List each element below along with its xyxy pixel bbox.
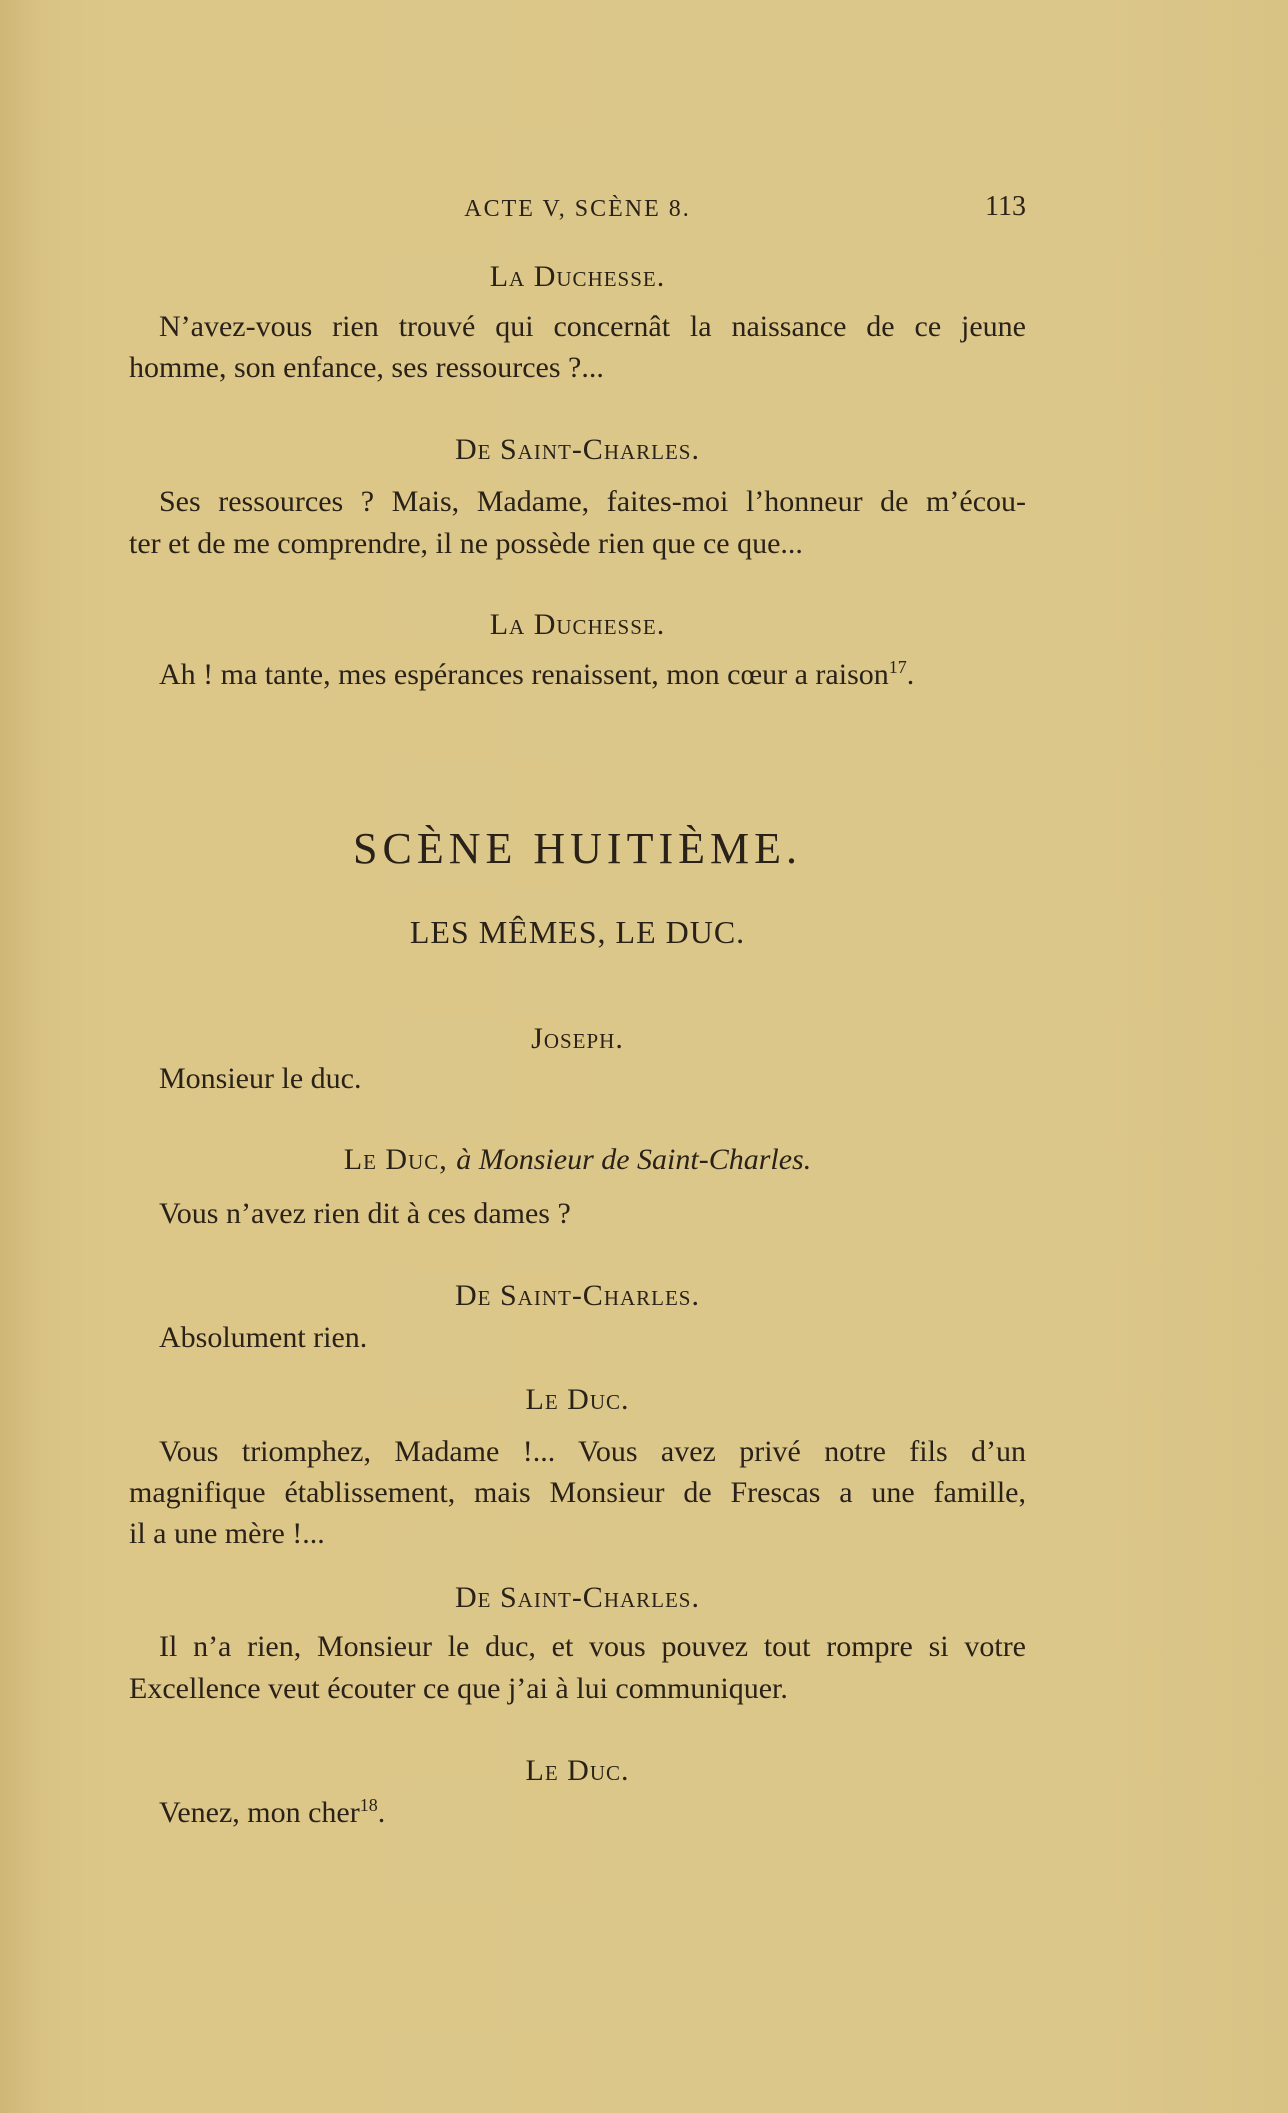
speaker: De Saint-Charles. [454,1581,700,1614]
running-header: ACTE V, SCÈNE 8. [464,196,691,222]
dialogue-line: Vous n’avez rien dit à ces dames ? [159,1197,571,1230]
dialogue-line: Vous triomphez, Madame !... Vous avez privé notre fils d’un [159,1435,1026,1468]
speaker: La Duchesse. [489,608,666,641]
dialogue-text: Venez, mon cher [159,1796,360,1829]
dialogue-line: Ah ! ma tante, mes espérances renaissent, mon cœur a raison$^{17}$. [159,657,915,691]
speaker: De Saint-Charles. [454,1279,700,1312]
dialogue-line: Excellence veut écouter ce que j’ai à lui communiquer. [129,1672,788,1705]
dialogue-line: Monsieur le duc. [159,1062,362,1095]
footnote-ref: 18 [359,1795,378,1815]
dialogue-line: il a une mère !... [129,1517,325,1550]
page-number: 113 [985,191,1026,222]
dialogue-line: Absolument rien. [159,1321,368,1354]
speaker: De Saint-Charles. [454,433,700,466]
speaker: Le Duc. [525,1383,630,1416]
dialogue-line: Il n’a rien, Monsieur le duc, et vous pouvez tout rompre si votre [159,1630,1026,1663]
scene-characters: LES MÊMES, LE DUC. [409,914,746,950]
dialogue-text: Ah ! ma tante, mes espérances renaissent, mon cœur a raison [159,658,889,691]
speaker-name: Le Duc, [343,1143,448,1176]
dialogue-line: Venez, mon cher$^{18}$. [159,1795,386,1829]
speaker: Joseph. [531,1022,624,1055]
stage-direction: à Monsieur de Saint-Charles. [456,1143,812,1176]
speaker [129,1140,1026,1180]
dialogue-line: N’avez-vous rien trouvé qui concernât la naissance de ce jeune [159,310,1026,343]
dialogue-line: homme, son enfance, ses ressources ?... [129,351,604,384]
footnote-ref: 17 [888,657,907,677]
speaker: La Duchesse. [489,260,666,293]
dialogue-line: ter et de me comprendre, il ne possède rien que ce que... [129,527,803,560]
scene-title: SCÈNE HUITIÈME. [353,824,802,873]
dialogue-line: magnifique établissement, mais Monsieur de Frescas a une famille, [129,1476,1026,1509]
speaker: Le Duc. [525,1754,630,1787]
dialogue-line: Ses ressources ? Mais, Madame, faites-moi l’honneur de m’écou- [159,485,1026,518]
